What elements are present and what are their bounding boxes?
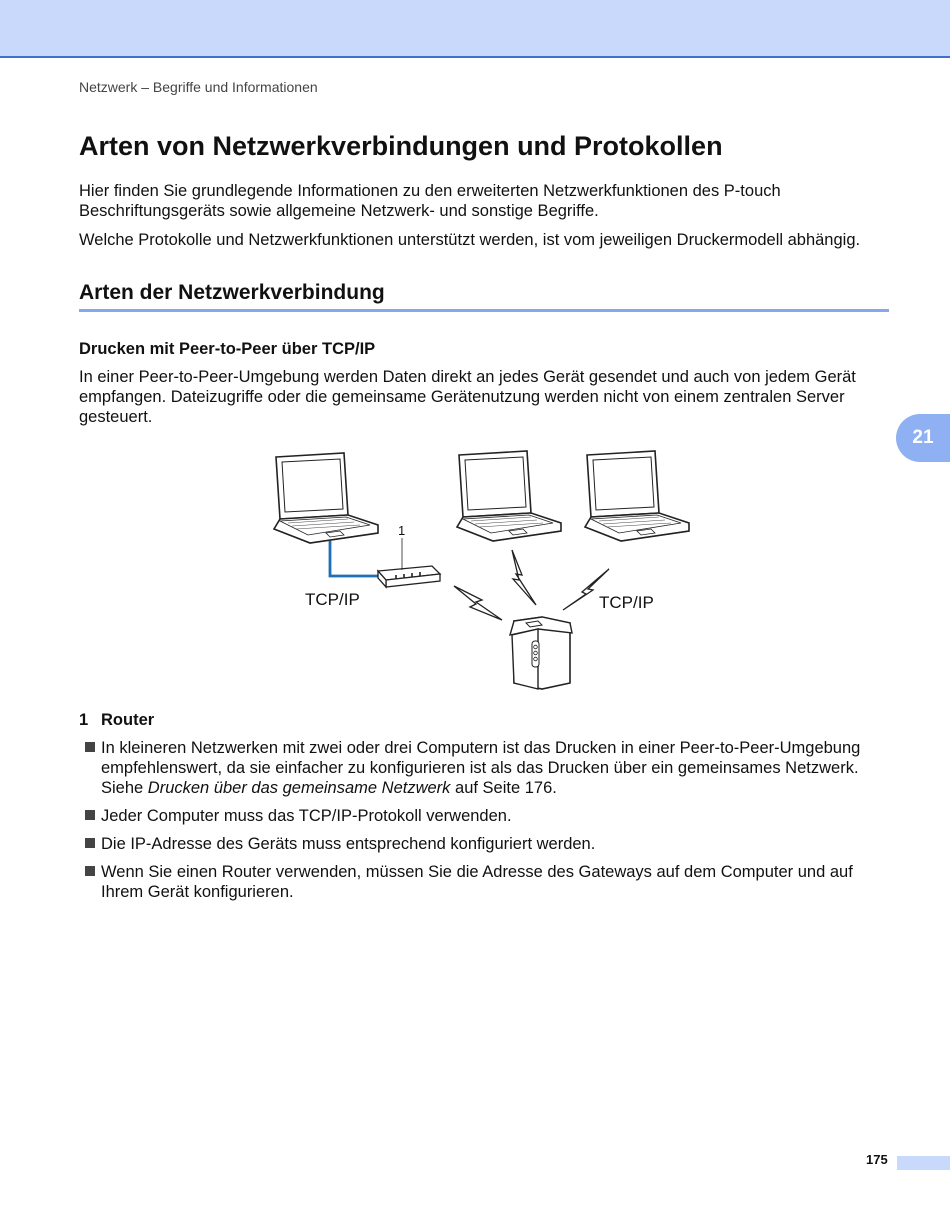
bullet-text-1a: In kleineren Netzwerken mit zwei oder drei Computern ist das Drucken in einer Peer-to-Peer-Umgebung empfehlenswert, da sie einfacher zu konfigurieren ist als das Drucken über ein gemeinsames Netzwerk. Siehe bbox=[101, 739, 861, 797]
bullet-square-icon bbox=[85, 810, 95, 820]
laptop-left-icon bbox=[274, 453, 378, 543]
label-printer-icon bbox=[510, 617, 572, 689]
section-body: In einer Peer-to-Peer-Umgebung werden Daten direkt an jedes Gerät gesendet und auch von jedem Gerät empfangen. Dateizugriffe oder die gemeinsame Gerätenutzung werden nicht von einem zentralen Server gesteuert. bbox=[79, 368, 856, 426]
bullet-text-4: Wenn Sie einen Router verwenden, müssen Sie die Adresse des Gateways auf dem Computer und auf Ihrem Gerät konfigurieren. bbox=[101, 863, 853, 901]
bullet-square-icon bbox=[85, 742, 95, 752]
bullet-square-icon bbox=[85, 866, 95, 876]
wireless-signal-icon bbox=[454, 550, 609, 620]
tcpip-label-right: TCP/IP bbox=[599, 593, 654, 612]
cross-reference-link[interactable]: Drucken über das gemeinsame Netzwerk bbox=[147, 779, 451, 797]
bullet-text-2: Jeder Computer muss das TCP/IP-Protokoll verwenden. bbox=[101, 807, 512, 825]
legend-number: 1 bbox=[79, 711, 89, 729]
list-item bbox=[85, 806, 895, 826]
header-band bbox=[0, 0, 950, 58]
section-heading: Arten der Netzwerkverbindung bbox=[79, 281, 385, 304]
chapter-tab: 21 bbox=[896, 414, 950, 462]
figure-legend bbox=[79, 711, 154, 730]
section-rule bbox=[79, 309, 889, 312]
callout-number: 1 bbox=[398, 523, 406, 538]
page-title: Arten von Netzwerkverbindungen und Protokollen bbox=[79, 131, 723, 161]
laptop-right-icon bbox=[585, 451, 689, 541]
intro-paragraph-1: Hier finden Sie grundlegende Informationen zu den erweiterten Netzwerkfunktionen des P-touch Beschriftungsgeräts sowie allgemeine Netzwerk- und sonstige Begriffe. bbox=[79, 182, 781, 220]
router-icon bbox=[378, 566, 440, 587]
bullet-text-1b: auf Seite 176. bbox=[450, 779, 557, 797]
running-header: Netzwerk – Begriffe und Informationen bbox=[79, 79, 318, 95]
ethernet-cable bbox=[330, 541, 378, 576]
list-item bbox=[85, 738, 895, 798]
bullet-square-icon bbox=[85, 838, 95, 848]
footer-bar bbox=[897, 1156, 950, 1170]
list-item bbox=[85, 834, 895, 854]
subsection-heading: Drucken mit Peer-to-Peer über TCP/IP bbox=[79, 340, 376, 358]
page-number: 175 bbox=[866, 1152, 888, 1167]
tcpip-label-left: TCP/IP bbox=[305, 590, 360, 609]
bullet-text-3: Die IP-Adresse des Geräts muss entsprechend konfiguriert werden. bbox=[101, 835, 596, 853]
bullet-list bbox=[85, 738, 895, 910]
legend-text: Router bbox=[101, 711, 155, 729]
intro-paragraph-2: Welche Protokolle und Netzwerkfunktionen unterstützt werden, ist vom jeweiligen Druckermodell abhängig. bbox=[79, 231, 861, 249]
list-item bbox=[85, 862, 895, 902]
peer-to-peer-diagram bbox=[270, 445, 710, 700]
laptop-middle-icon bbox=[457, 451, 561, 541]
